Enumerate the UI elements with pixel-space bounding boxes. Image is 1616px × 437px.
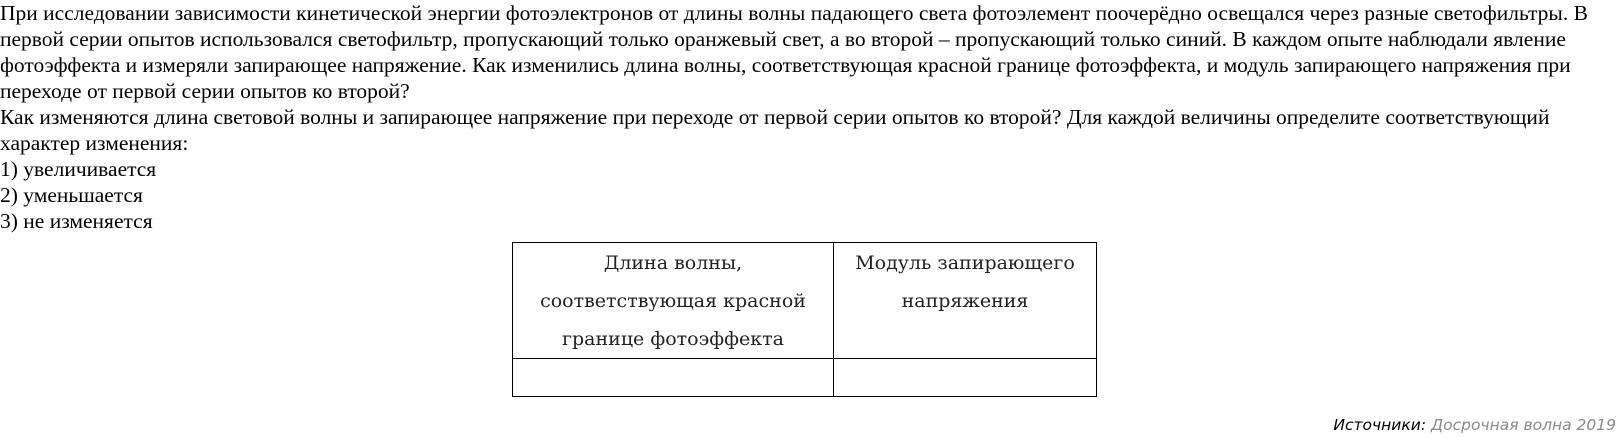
answer-row (513, 359, 1097, 397)
header-wavelength: Длина волны, соответствующая красной границе фотоэффекта (513, 243, 834, 359)
option-item: 3) не изменяется (0, 209, 153, 233)
option-item: 2) уменьшается (0, 183, 143, 207)
problem-intro: При исследовании зависимости кинетической энергии фотоэлектронов от длины волны падающего света фотоэлемент поочерёдно освещался через разные светофильтры. В первой серии опытов использовался светофильтр, пропускающий только оранжевый свет, а во второй – пропускающий только синий. В каждом опыте наблюдали явление фотоэффекта и измеряли запирающее напряжение. Как изменились длина волны, соответствующая красной границе фотоэффекта, и модуль запирающего напряжения при переходе от первой серии опытов ко второй? (0, 1, 1588, 103)
answer-table-header (513, 243, 1097, 359)
options-list (0, 156, 1600, 234)
answer-cell-wavelength[interactable] (513, 359, 834, 397)
answer-cell-stopping-voltage[interactable] (834, 359, 1097, 397)
option-item: 1) увеличивается (0, 157, 157, 181)
answer-table (512, 242, 1097, 397)
source-line (1333, 415, 1616, 435)
source-link[interactable]: Досрочная волна 2019 (1430, 416, 1616, 434)
source-label: Источники: (1333, 416, 1427, 434)
header-stopping-voltage: Модуль запирающего напряжения (834, 243, 1097, 359)
problem-question: Как изменяются длина световой волны и запирающее напряжение при переходе от первой серии опытов ко второй? Для каждой величины определите соответствующий характер изменения: (0, 105, 1550, 155)
